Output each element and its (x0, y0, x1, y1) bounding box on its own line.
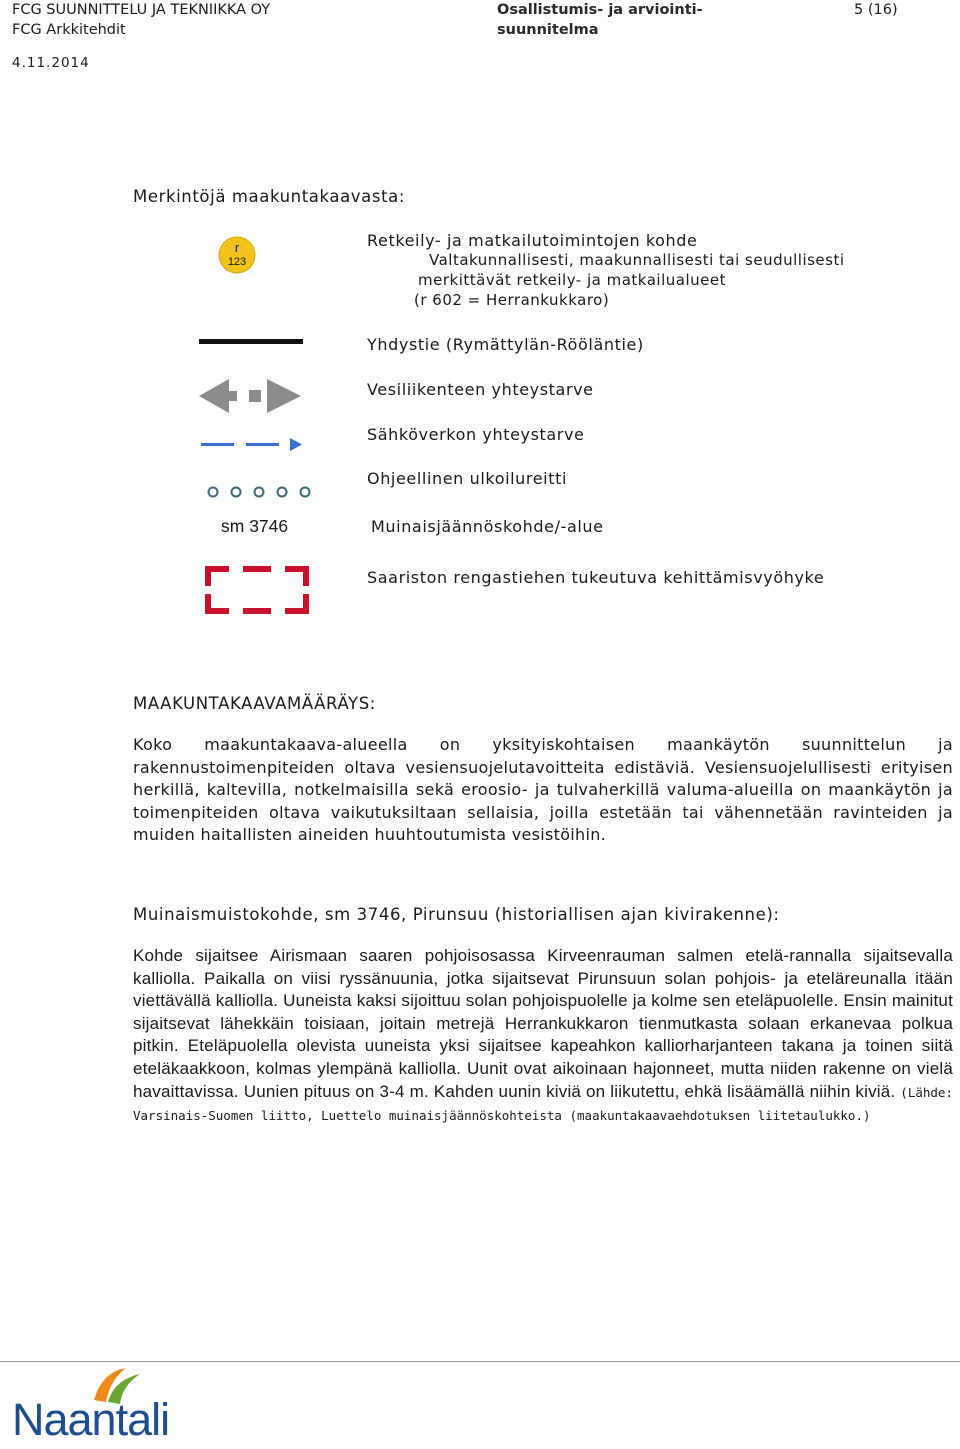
circles-route-icon (207, 484, 313, 498)
legend-label-kehittamisvyohyke: Saariston rengastiehen tukeutuva kehittämisvyöhyke (367, 568, 825, 587)
badge-number: 123 (227, 256, 247, 268)
site-body: Kohde sijaitsee Airismaan saaren pohjoisosassa Kirveenrauman salmen etelä-rannalla sijaitsevalla kalliolla. Paikalla on viisi ryssänuunia, jotka sijaitsevat Pirunsuun solan pohjois- ja eteläreunalla itään viettävällä kalliolla. Uuneista kaksi sijoittuu solan pohjoispuolelle ja kolme sen eteläpuolelle. Ensin mainitut sijaitsevat lähekkäin toisiaan, joitain metrejä Herrankukkaron tienmutkasta solaan erkanevaa polkua pitkin. Eteläpuolella olevista uuneista yksi sijaitsee kapeahkon kalliorharjanteen takana ja toinen siitä eteläkaakkoon, kolmas ylempänä kalliolla. Uunit ovat aikoinaan hajonneet, mutta niiden rakenne on vielä havaittavissa. Uunien pituus on 3-4 m. Kahden uunin kiviä on liikutettu, ehkä lisäämällä niihin kiviä. (133, 946, 953, 1101)
legend-label-ulkoilureitti: Ohjeellinen ulkoilureitti (367, 469, 568, 488)
regulation-title: MAAKUNTAKAAVAMÄÄRÄYS: (133, 694, 376, 713)
site-text (133, 945, 953, 1128)
grey-arrows-icon (199, 378, 301, 414)
header-company (12, 0, 270, 40)
r-123-badge-icon (218, 236, 256, 274)
legend-label-vesiliikenne: Vesiliikenteen yhteystarve (367, 380, 594, 399)
header-company-line1: FCG SUUNNITTELU JA TEKNIIKKA OY (12, 2, 271, 18)
legend-label-retkeily: Retkeily- ja matkailutoimintojen kohde (367, 231, 698, 250)
header-date: 4.11.2014 (12, 55, 90, 71)
header-doc-title-line2: suunnitelma (497, 22, 599, 38)
legend-title: Merkintöjä maakuntakaavasta: (133, 187, 406, 206)
naantali-logo-text: Naantali (12, 1394, 170, 1445)
legend-sub-line-2: merkittävät retkeily- ja matkailualueet (418, 271, 726, 289)
legend-label-yhdystie: Yhdystie (Rymättylän-Rööläntie) (367, 335, 644, 354)
black-line-icon (199, 339, 303, 344)
header-company-line2: FCG Arkkitehdit (12, 22, 126, 38)
legend-label-sahkoverkko: Sähköverkon yhteystarve (367, 425, 585, 444)
sm-label: sm 3746 (221, 516, 289, 536)
legend-sub-line-1: Valtakunnallisesti, maakunnallisesti tai seudullisesti (429, 251, 845, 269)
site-title: Muinaismuistokohde, sm 3746, Pirunsuu (historiallisen ajan kivirakenne): (133, 905, 780, 924)
header-doc-title-line1: Osallistumis- ja arviointi- (497, 2, 703, 18)
blue-dashed-arrow-icon (201, 436, 303, 450)
header-doc-title (497, 0, 703, 40)
badge-letter: r (234, 240, 240, 255)
footer-divider (0, 1361, 960, 1362)
regulation-text: Koko maakuntakaava-alueella on yksityiskohtaisen maankäytön suunnittelun ja rakennustoimenpiteiden oltava vesiensuojelutavoitteita edistäviä. Vesiensuojelullisesti erityisen herkillä, kaltevilla, notkelmaisilla sekä eroosio- ja tulvaherkillä valuma-alueilla on maankäytön ja toimenpiteiden oltava vaikutuksiltaan sellaisia, joilla estetään tai vähennetään ravinteiden ja muiden haitallisten aineiden huuhtoutumista vesistöihin. (133, 735, 953, 845)
legend-label-muinaisjaannos: Muinaisjäännöskohde/-alue (371, 517, 604, 536)
site-source: (Lähde: Varsinais-Suomen liitto, Luettelo muinaisjäännöskohteista (maakuntakaavaehdotuksen liitetaulukko.) (133, 1084, 953, 1124)
legend-sub-line-3: (r 602 = Herrankukkaro) (414, 291, 610, 309)
red-dashed-rect-icon (205, 566, 309, 614)
page-number: 5 (16) (854, 2, 898, 18)
